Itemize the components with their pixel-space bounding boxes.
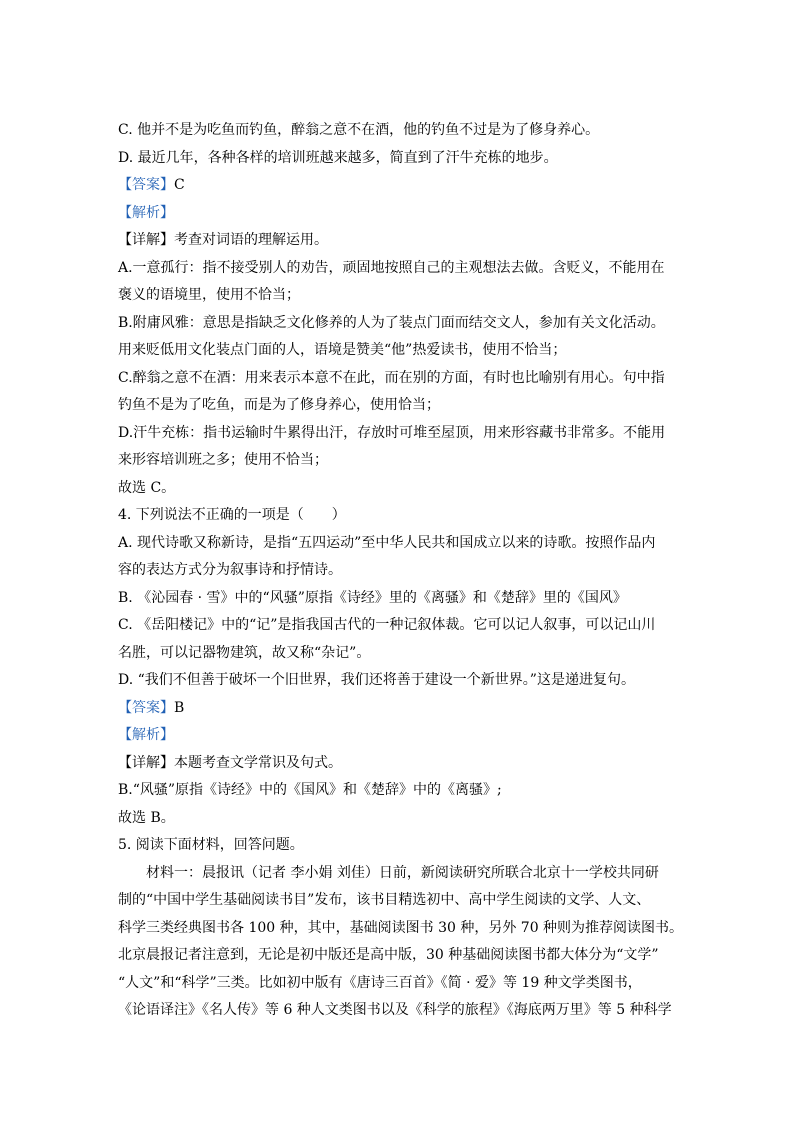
q3-explanation-line: B.附庸风雅：意思是指缺乏文化修养的人为了装点门面而结交文人，参加有关文化活动。 [118,314,665,331]
answer-tag: 【答案】 [118,699,174,716]
q5-material-line: 《论语译注》《名人传》等 6 种人文类图书以及《科学的旅程》《海底两万里》等 5 种科学 [118,1002,672,1018]
detail-tag: 【详解】 [118,232,174,248]
q5-material-line: 北京晨报记者注意到，无论是初中版还是高中版，30 种基础阅读图书都大体分为“文学” [118,947,659,963]
q4-detail [118,750,678,778]
q3-explanation-line: 钓鱼不是为了吃鱼，而是为了修身养心，使用恰当； [118,397,440,413]
q3-conclusion: 故选 C。 [118,479,176,496]
q4-option-line: A. 现代诗歌又称新诗，是指“五四运动”至中华人民共和国成立以来的诗歌。按照作品内 [118,534,656,551]
q3-explanation-line: A.一意孤行：指不接受别人的劝告，顽固地按照自己的主观想法去做。含贬义，不能用在 [118,259,665,276]
q4-answer [118,695,678,723]
detail-text: 本题考查文学常识及句式。 [174,754,342,771]
answer-tag: 【答案】 [118,177,174,193]
q5-material-line: “人文”和“科学”三类。比如初中版有《唐诗三百首》《简 · 爱》等 19 种文学类图书， [118,974,642,991]
q3-option-c: C. 他并不是为吃鱼而钓鱼，醉翁之意不在酒，他的钓鱼不过是为了修身养心。 [118,122,600,138]
q3-answer [118,172,678,200]
q5-material-line: 材料一：晨报讯（记者 李小娟 刘佳）日前，新阅读研究所联合北京十一学校共同研 [146,864,659,881]
q4-stem: 4. 下列说法不正确的一项是（ ） [118,507,346,523]
q4-explanation: B.“风骚”原指《诗经》中的《国风》和《楚辞》中的《离骚》; [118,782,502,798]
document-page [118,117,684,1025]
q3-explanation-line: 褒义的语境里，使用不恰当； [118,287,300,303]
answer-value: C [174,177,185,193]
q5-material-line: 制的“中国中学生基础阅读书目”发布，该书目精选初中、高中学生阅读的文学、人文、 [118,892,651,908]
q4-conclusion: 故选 B。 [118,809,175,826]
detail-tag: 【详解】 [118,754,174,771]
q3-explanation-line: D.汗牛充栋：指书运输时牛累得出汗，存放时可堆至屋顶，用来形容藏书非常多。不能用 [118,424,666,441]
q3-analysis-tag: 【解析】 [118,204,174,221]
q3-explanation-line: 用来贬低用文化装点门面的人，语境是赞美“他”热爱读书，使用不恰当； [118,342,567,358]
q3-option-d: D. 最近几年，各种各样的培训班越来越多，简直到了汗牛充栋的地步。 [118,149,558,166]
q4-option-line: 容的表达方式分为叙事诗和抒情诗。 [118,562,342,578]
q5-material-line: 科学三类经典图书各 100 种，其中，基础阅读图书 30 种，另外 70 种则为推荐阅读图书。 [118,919,684,936]
q4-option-line: D. “我们不但善于破坏一个旧世界，我们还将善于建设一个新世界。”这是递进复句。 [118,672,635,688]
detail-text: 考查对词语的理解运用。 [174,232,328,248]
q5-stem: 5. 阅读下面材料，回答问题。 [118,837,304,853]
q4-option-line: 名胜，可以记器物建筑，故又称“杂记”。 [118,644,371,661]
q3-explanation-line: C.醉翁之意不在酒：用来表示本意不在此，而在别的方面，有时也比喻别有用心。句中指 [118,369,665,386]
q4-analysis-tag: 【解析】 [118,727,174,743]
q4-option-line: B. 《沁园春 · 雪》中的“风骚”原指《诗经》里的《离骚》和《楚辞》里的《国风》 [118,589,627,606]
q4-option-line: C. 《岳阳楼记》中的“记”是指我国古代的一种记叙体裁。它可以记人叙事，可以记山川 [118,617,656,633]
q3-detail [118,227,678,255]
answer-value: B [174,699,185,716]
q3-explanation-line: 来形容培训班之多；使用不恰当； [118,452,328,468]
